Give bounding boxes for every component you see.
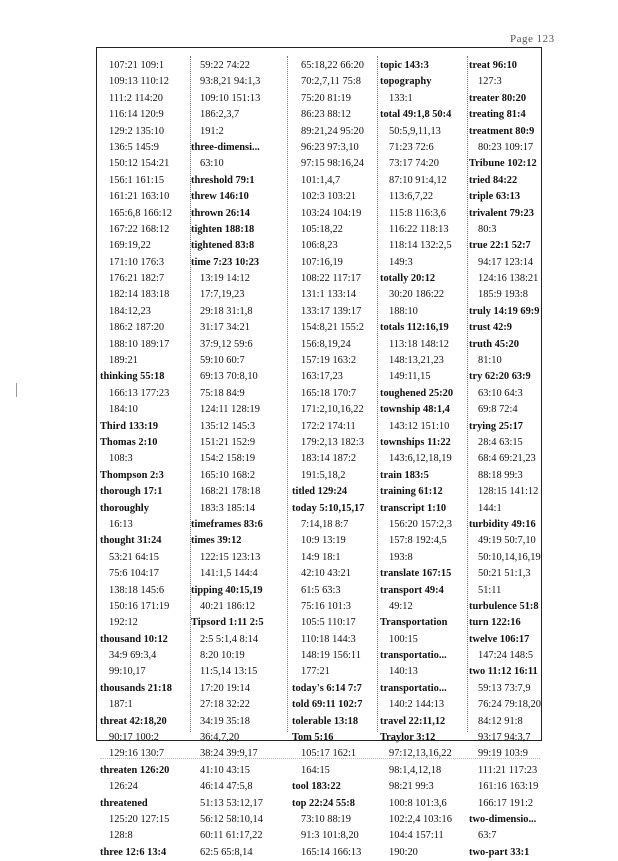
index-locator: 143:12 151:10 <box>389 420 450 432</box>
index-locator: 28:4 63:15 <box>478 436 523 448</box>
index-term: township 48:1,4 <box>380 404 450 416</box>
index-term: transportatio... <box>380 650 447 662</box>
index-locator: 186:2 187:20 <box>109 322 165 334</box>
index-locator: 157:8 192:4,5 <box>389 535 447 547</box>
index-locator: 163:17,23 <box>301 371 343 383</box>
index-locator: 129:16 130:7 <box>109 748 165 760</box>
index-locator: 31:17 34:21 <box>200 322 250 334</box>
index-locator: 133:1 <box>389 92 413 104</box>
index-term: total 49:1,8 50:4 <box>380 109 452 121</box>
index-term: Third 133:19 <box>100 420 159 432</box>
index-locator: 161:21 163:10 <box>109 191 170 203</box>
index-term: today's 6:14 7:7 <box>292 682 362 694</box>
index-term: totally 20:12 <box>380 273 436 285</box>
index-term: three-dimensi... <box>191 141 260 153</box>
index-term: thinking 55:18 <box>100 371 165 383</box>
index-locator: 86:23 88:12 <box>301 109 351 121</box>
index-term: triple 63:13 <box>469 191 521 203</box>
index-locator: 193:8 <box>389 551 413 563</box>
index-locator: 93:17 94:3,7 <box>478 732 531 744</box>
margin-mark <box>16 383 17 397</box>
index-locator: 14:9 18:1 <box>301 551 341 563</box>
index-locator: 191:2 <box>200 125 224 137</box>
index-term: threw 146:10 <box>191 191 249 203</box>
index-locator: 60:11 61:17,22 <box>200 830 263 842</box>
index-locator: 51:13 53:12,17 <box>200 797 263 809</box>
index-column-5 <box>469 58 555 861</box>
index-locator: 97:12,13,16,22 <box>389 748 452 760</box>
index-term: tipping 40:15,19 <box>191 584 263 596</box>
index-term: topic 143:3 <box>380 60 429 71</box>
column-divider <box>287 56 288 732</box>
index-term: trivalent 79:23 <box>469 207 534 219</box>
index-term: transportatio... <box>380 682 447 694</box>
index-term: translate 167:15 <box>380 568 452 580</box>
index-locator: 184:10 <box>109 404 138 416</box>
index-term: transcript 1:10 <box>380 502 447 514</box>
index-locator: 105:18,22 <box>301 223 343 235</box>
index-locator: 149:11,15 <box>389 371 431 383</box>
index-term: topography <box>380 76 432 88</box>
index-locator: 185:9 193:8 <box>478 289 528 301</box>
index-locator: 29:18 31:1,8 <box>200 305 253 317</box>
index-locator: 17:7,19,23 <box>200 289 245 301</box>
index-locator: 140:2 144:13 <box>389 699 445 711</box>
index-locator: 59:10 60:7 <box>200 355 245 367</box>
index-locator: 177:21 <box>301 666 330 678</box>
index-locator: 167:22 168:12 <box>109 223 170 235</box>
index-locator: 97:15 98:16,24 <box>301 158 364 170</box>
index-term: townships 11:22 <box>380 436 451 448</box>
index-locator: 115:8 116:3,6 <box>389 207 446 219</box>
index-locator: 143:6,12,18,19 <box>389 453 452 465</box>
index-locator: 186:2,3,7 <box>200 109 240 121</box>
index-locator: 154:2 158:19 <box>200 453 256 465</box>
index-locator: 165:18 170:7 <box>301 387 357 399</box>
index-locator: 149:3 <box>389 256 413 268</box>
index-locator: 76:24 79:18,20 <box>478 699 541 711</box>
index-term: twelve 106:17 <box>469 633 530 645</box>
index-term: threaten 126:20 <box>100 764 170 776</box>
index-term: Tom 5:16 <box>292 732 334 744</box>
index-column-3 <box>292 58 378 861</box>
index-term: told 69:11 102:7 <box>292 699 363 711</box>
index-locator: 110:18 144:3 <box>301 633 356 645</box>
index-locator: 169:19,22 <box>109 240 151 252</box>
index-term: Tipsord 1:11 2:5 <box>191 617 264 629</box>
index-locator: 80:23 109:17 <box>478 141 534 153</box>
index-locator: 50:5,9,11,13 <box>389 125 441 137</box>
index-term: travel 22:11,12 <box>380 715 446 727</box>
index-locator: 40:21 186:12 <box>200 600 256 612</box>
index-term: tolerable 13:18 <box>292 715 359 727</box>
index-term: threat 42:18,20 <box>100 715 167 727</box>
index-locator: 187:1 <box>109 699 133 711</box>
index-column-4 <box>380 58 466 861</box>
index-term: thousands 21:18 <box>100 682 172 694</box>
index-locator: 183:14 187:2 <box>301 453 357 465</box>
index-term: tightened 83:8 <box>191 240 255 252</box>
index-term: threshold 79:1 <box>191 174 255 186</box>
index-locator: 100:8 101:3,6 <box>389 797 447 809</box>
index-locator: 105:5 110:17 <box>301 617 356 629</box>
index-locator: 165:10 168:2 <box>200 469 256 481</box>
index-locator: 141:1,5 144:4 <box>200 568 258 580</box>
index-term: times 39:12 <box>191 535 242 547</box>
index-locator: 182:14 183:18 <box>109 289 170 301</box>
index-locator: 49:19 50:7,10 <box>478 535 536 547</box>
index-locator: 99:10,17 <box>109 666 146 678</box>
index-term: threatened <box>100 797 148 809</box>
index-locator: 38:24 39:9,17 <box>200 748 258 760</box>
index-term: Traylor 3:12 <box>380 732 436 744</box>
index-locator: 11:5,14 13:15 <box>200 666 258 678</box>
index-locator: 122:15 123:13 <box>200 551 261 563</box>
index-locator: 103:24 104:19 <box>301 207 362 219</box>
index-term: treating 81:4 <box>469 109 526 121</box>
index-locator: 108:22 117:17 <box>301 273 361 285</box>
index-locator: 109:13 110:12 <box>109 76 169 88</box>
index-locator: 191:5,18,2 <box>301 469 346 481</box>
index-locator: 53:21 64:15 <box>109 551 159 563</box>
index-locator: 100:15 <box>389 633 418 645</box>
index-term: time 7:23 10:23 <box>191 256 260 268</box>
index-term: tool 183:22 <box>292 781 341 793</box>
index-locator: 63:10 <box>200 158 224 170</box>
index-locator: 147:24 148:5 <box>478 650 534 662</box>
index-locator: 2:5 5:1,4 8:14 <box>200 633 259 645</box>
index-locator: 10:9 13:19 <box>301 535 346 547</box>
index-term: two-part 33:1 <box>469 846 530 858</box>
index-locator: 16:13 <box>109 518 133 530</box>
index-term: trust 42:9 <box>469 322 512 334</box>
index-locator: 75:6 104:17 <box>109 568 159 580</box>
index-locator: 171:2,10,16,22 <box>301 404 364 416</box>
index-term: timeframes 83:6 <box>191 518 263 530</box>
index-term: truly 14:19 69:9 <box>469 305 540 317</box>
index-locator: 84:12 91:8 <box>478 715 523 727</box>
index-locator: 150:16 171:19 <box>109 600 170 612</box>
index-locator: 113:6,7,22 <box>389 191 434 203</box>
index-locator: 124:11 128:19 <box>200 404 260 416</box>
index-locator: 69:13 70:8,10 <box>200 371 258 383</box>
index-locator: 63:7 <box>478 830 497 842</box>
index-locator: 101:1,4,7 <box>301 174 341 186</box>
index-locator: 183:3 185:14 <box>200 502 256 514</box>
index-term: toughened 25:20 <box>380 387 454 399</box>
index-locator: 104:4 157:11 <box>389 830 444 842</box>
index-term: treat 96:10 <box>469 60 517 71</box>
index-locator: 34:19 35:18 <box>200 715 250 727</box>
index-locator: 7:14,18 8:7 <box>301 518 349 530</box>
index-locator: 138:18 145:6 <box>109 584 165 596</box>
column-divider <box>467 56 468 732</box>
index-locator: 144:1 <box>478 502 502 514</box>
index-locator: 176:21 182:7 <box>109 273 165 285</box>
index-locator: 75:18 84:9 <box>200 387 245 399</box>
index-term: Thomas 2:10 <box>100 436 158 448</box>
index-locator: 87:10 91:4,12 <box>389 174 447 186</box>
index-term: tried 84:22 <box>469 174 518 186</box>
index-locator: 135:12 145:3 <box>200 420 256 432</box>
index-locator: 156:8,19,24 <box>301 338 351 350</box>
index-term: thoroughly <box>100 502 149 514</box>
index-locator: 165:14 166:13 <box>301 846 362 858</box>
index-term: thought 31:24 <box>100 535 162 547</box>
index-term: two 11:12 16:11 <box>469 666 538 678</box>
word-index-frame <box>96 47 542 858</box>
index-term: treatment 80:9 <box>469 125 535 137</box>
index-locator: 116:14 120:9 <box>109 109 164 121</box>
index-locator: 59:22 74:22 <box>200 60 250 71</box>
index-locator: 188:10 189:17 <box>109 338 170 350</box>
page-number: Page 123 <box>510 33 555 45</box>
index-locator: 37:9,12 59:6 <box>200 338 253 350</box>
index-locator: 94:17 123:14 <box>478 256 534 268</box>
index-locator: 107:21 109:1 <box>109 60 165 71</box>
index-locator: 189:21 <box>109 355 138 367</box>
index-locator: 69:8 72:4 <box>478 404 518 416</box>
index-locator: 106:8,23 <box>301 240 338 252</box>
index-locator: 62:5 65:8,14 <box>200 846 253 858</box>
index-term: Transportation <box>380 617 448 629</box>
index-column-1 <box>100 58 186 861</box>
index-locator: 98:1,4,12,18 <box>389 764 442 776</box>
index-locator: 127:3 <box>478 76 502 88</box>
index-locator: 61:5 63:3 <box>301 584 341 596</box>
index-locator: 90:17 100:2 <box>109 732 159 744</box>
index-locator: 190:20 <box>389 846 418 858</box>
index-term: train 183:5 <box>380 469 429 481</box>
index-locator: 96:23 97:3,10 <box>301 141 359 153</box>
index-term: top 22:24 55:8 <box>292 797 355 809</box>
index-term: titled 129:24 <box>292 486 348 498</box>
index-locator: 56:12 58:10,14 <box>200 813 263 825</box>
index-locator: 148:13,21,23 <box>389 355 444 367</box>
index-locator: 98:21 99:3 <box>389 781 434 793</box>
index-locator: 36:4,7,20 <box>200 732 240 744</box>
index-locator: 164:15 <box>301 764 330 776</box>
index-locator: 65:18,22 66:20 <box>301 60 364 71</box>
index-locator: 93:8,21 94:1,3 <box>200 76 261 88</box>
index-locator: 99:19 103:9 <box>478 748 528 760</box>
index-locator: 68:4 69:21,23 <box>478 453 536 465</box>
index-locator: 156:1 161:15 <box>109 174 165 186</box>
index-term: thousand 10:12 <box>100 633 168 645</box>
index-term: trying 25:17 <box>469 420 523 432</box>
index-locator: 30:20 186:22 <box>389 289 445 301</box>
index-locator: 73:17 74:20 <box>389 158 439 170</box>
index-locator: 157:19 163:2 <box>301 355 357 367</box>
index-locator: 151:21 152:9 <box>200 436 256 448</box>
index-term: two-dimensio... <box>469 813 537 825</box>
index-locator: 80:3 <box>478 223 497 235</box>
index-locator: 71:23 72:6 <box>389 141 434 153</box>
index-locator: 150:12 154:21 <box>109 158 170 170</box>
index-term: turbidity 49:16 <box>469 518 536 530</box>
index-term: thrown 26:14 <box>191 207 250 219</box>
index-locator: 172:2 174:11 <box>301 420 356 432</box>
index-locator: 168:21 178:18 <box>200 486 261 498</box>
index-locator: 81:10 <box>478 355 502 367</box>
index-term: turn 122:16 <box>469 617 521 629</box>
index-locator: 107:16,19 <box>301 256 343 268</box>
index-locator: 75:16 101:3 <box>301 600 351 612</box>
index-locator: 188:10 <box>389 305 418 317</box>
index-locator: 49:12 <box>389 600 413 612</box>
index-locator: 128:15 141:12 <box>478 486 539 498</box>
index-term: try 62:20 63:9 <box>469 371 531 383</box>
index-locator: 34:9 69:3,4 <box>109 650 157 662</box>
index-locator: 102:3 103:21 <box>301 191 357 203</box>
index-term: transport 49:4 <box>380 584 444 596</box>
index-locator: 140:13 <box>389 666 418 678</box>
index-locator: 42:10 43:21 <box>301 568 351 580</box>
index-locator: 8:20 10:19 <box>200 650 245 662</box>
index-locator: 75:20 81:19 <box>301 92 351 104</box>
index-locator: 63:10 64:3 <box>478 387 523 399</box>
index-term: thorough 17:1 <box>100 486 163 498</box>
index-locator: 27:18 32:22 <box>200 699 250 711</box>
index-locator: 165:6,8 166:12 <box>109 207 172 219</box>
index-locator: 184:12,23 <box>109 305 151 317</box>
index-locator: 108:3 <box>109 453 133 465</box>
index-locator: 192:12 <box>109 617 138 629</box>
index-term: training 61:12 <box>380 486 443 498</box>
index-locator: 156:20 157:2,3 <box>389 518 452 530</box>
index-term: today 5:10,15,17 <box>292 502 365 514</box>
index-locator: 102:2,4 103:16 <box>389 813 452 825</box>
index-locator: 50:10,14,16,19 <box>478 551 541 563</box>
index-locator: 73:10 88:19 <box>301 813 351 825</box>
bottom-rule <box>100 758 540 759</box>
index-locator: 124:16 138:21 <box>478 273 539 285</box>
index-locator: 161:16 163:19 <box>478 781 539 793</box>
index-locator: 171:10 176:3 <box>109 256 165 268</box>
index-locator: 105:17 162:1 <box>301 748 357 760</box>
index-locator: 179:2,13 182:3 <box>301 436 364 448</box>
index-locator: 111:2 114:20 <box>109 92 163 104</box>
index-term: tighten 188:18 <box>191 223 255 235</box>
index-term: treater 80:20 <box>469 92 527 104</box>
index-locator: 109:10 151:13 <box>200 92 261 104</box>
index-locator: 128:8 <box>109 830 133 842</box>
index-column-2 <box>191 58 277 861</box>
index-term: true 22:1 52:7 <box>469 240 531 252</box>
index-locator: 116:22 118:13 <box>389 223 449 235</box>
index-locator: 89:21,24 95:20 <box>301 125 364 137</box>
index-locator: 46:14 47:5,8 <box>200 781 253 793</box>
index-locator: 125:20 127:15 <box>109 813 170 825</box>
index-locator: 51:11 <box>478 584 502 596</box>
index-locator: 118:14 132:2,5 <box>389 240 452 252</box>
index-locator: 166:13 177:23 <box>109 387 170 399</box>
index-term: truth 45:20 <box>469 338 519 350</box>
index-locator: 129:2 135:10 <box>109 125 165 137</box>
index-locator: 88:18 99:3 <box>478 469 523 481</box>
index-locator: 111:21 117:23 <box>478 764 538 776</box>
index-locator: 17:20 19:14 <box>200 682 250 694</box>
index-locator: 154:8,21 155:2 <box>301 322 364 334</box>
index-term: turbulence 51:8 <box>469 600 539 612</box>
index-locator: 166:17 191:2 <box>478 797 534 809</box>
index-locator: 50:21 51:1,3 <box>478 568 531 580</box>
index-locator: 13:19 14:12 <box>200 273 250 285</box>
index-locator: 133:17 139:17 <box>301 305 362 317</box>
index-locator: 91:3 101:8,20 <box>301 830 359 842</box>
index-term: Thompson 2:3 <box>100 469 164 481</box>
index-locator: 148:19 156:11 <box>301 650 361 662</box>
index-locator: 136:5 145:9 <box>109 141 159 153</box>
index-locator: 126:24 <box>109 781 138 793</box>
index-term: three 12:6 13:4 <box>100 846 167 858</box>
index-locator: 113:18 148:12 <box>389 338 449 350</box>
index-locator: 59:13 73:7,9 <box>478 682 531 694</box>
index-term: Tribune 102:12 <box>469 158 537 170</box>
index-locator: 41:10 43:15 <box>200 764 250 776</box>
index-locator: 70:2,7,11 75:8 <box>301 76 361 88</box>
index-term: totals 112:16,19 <box>380 322 449 334</box>
index-locator: 131:1 133:14 <box>301 289 357 301</box>
